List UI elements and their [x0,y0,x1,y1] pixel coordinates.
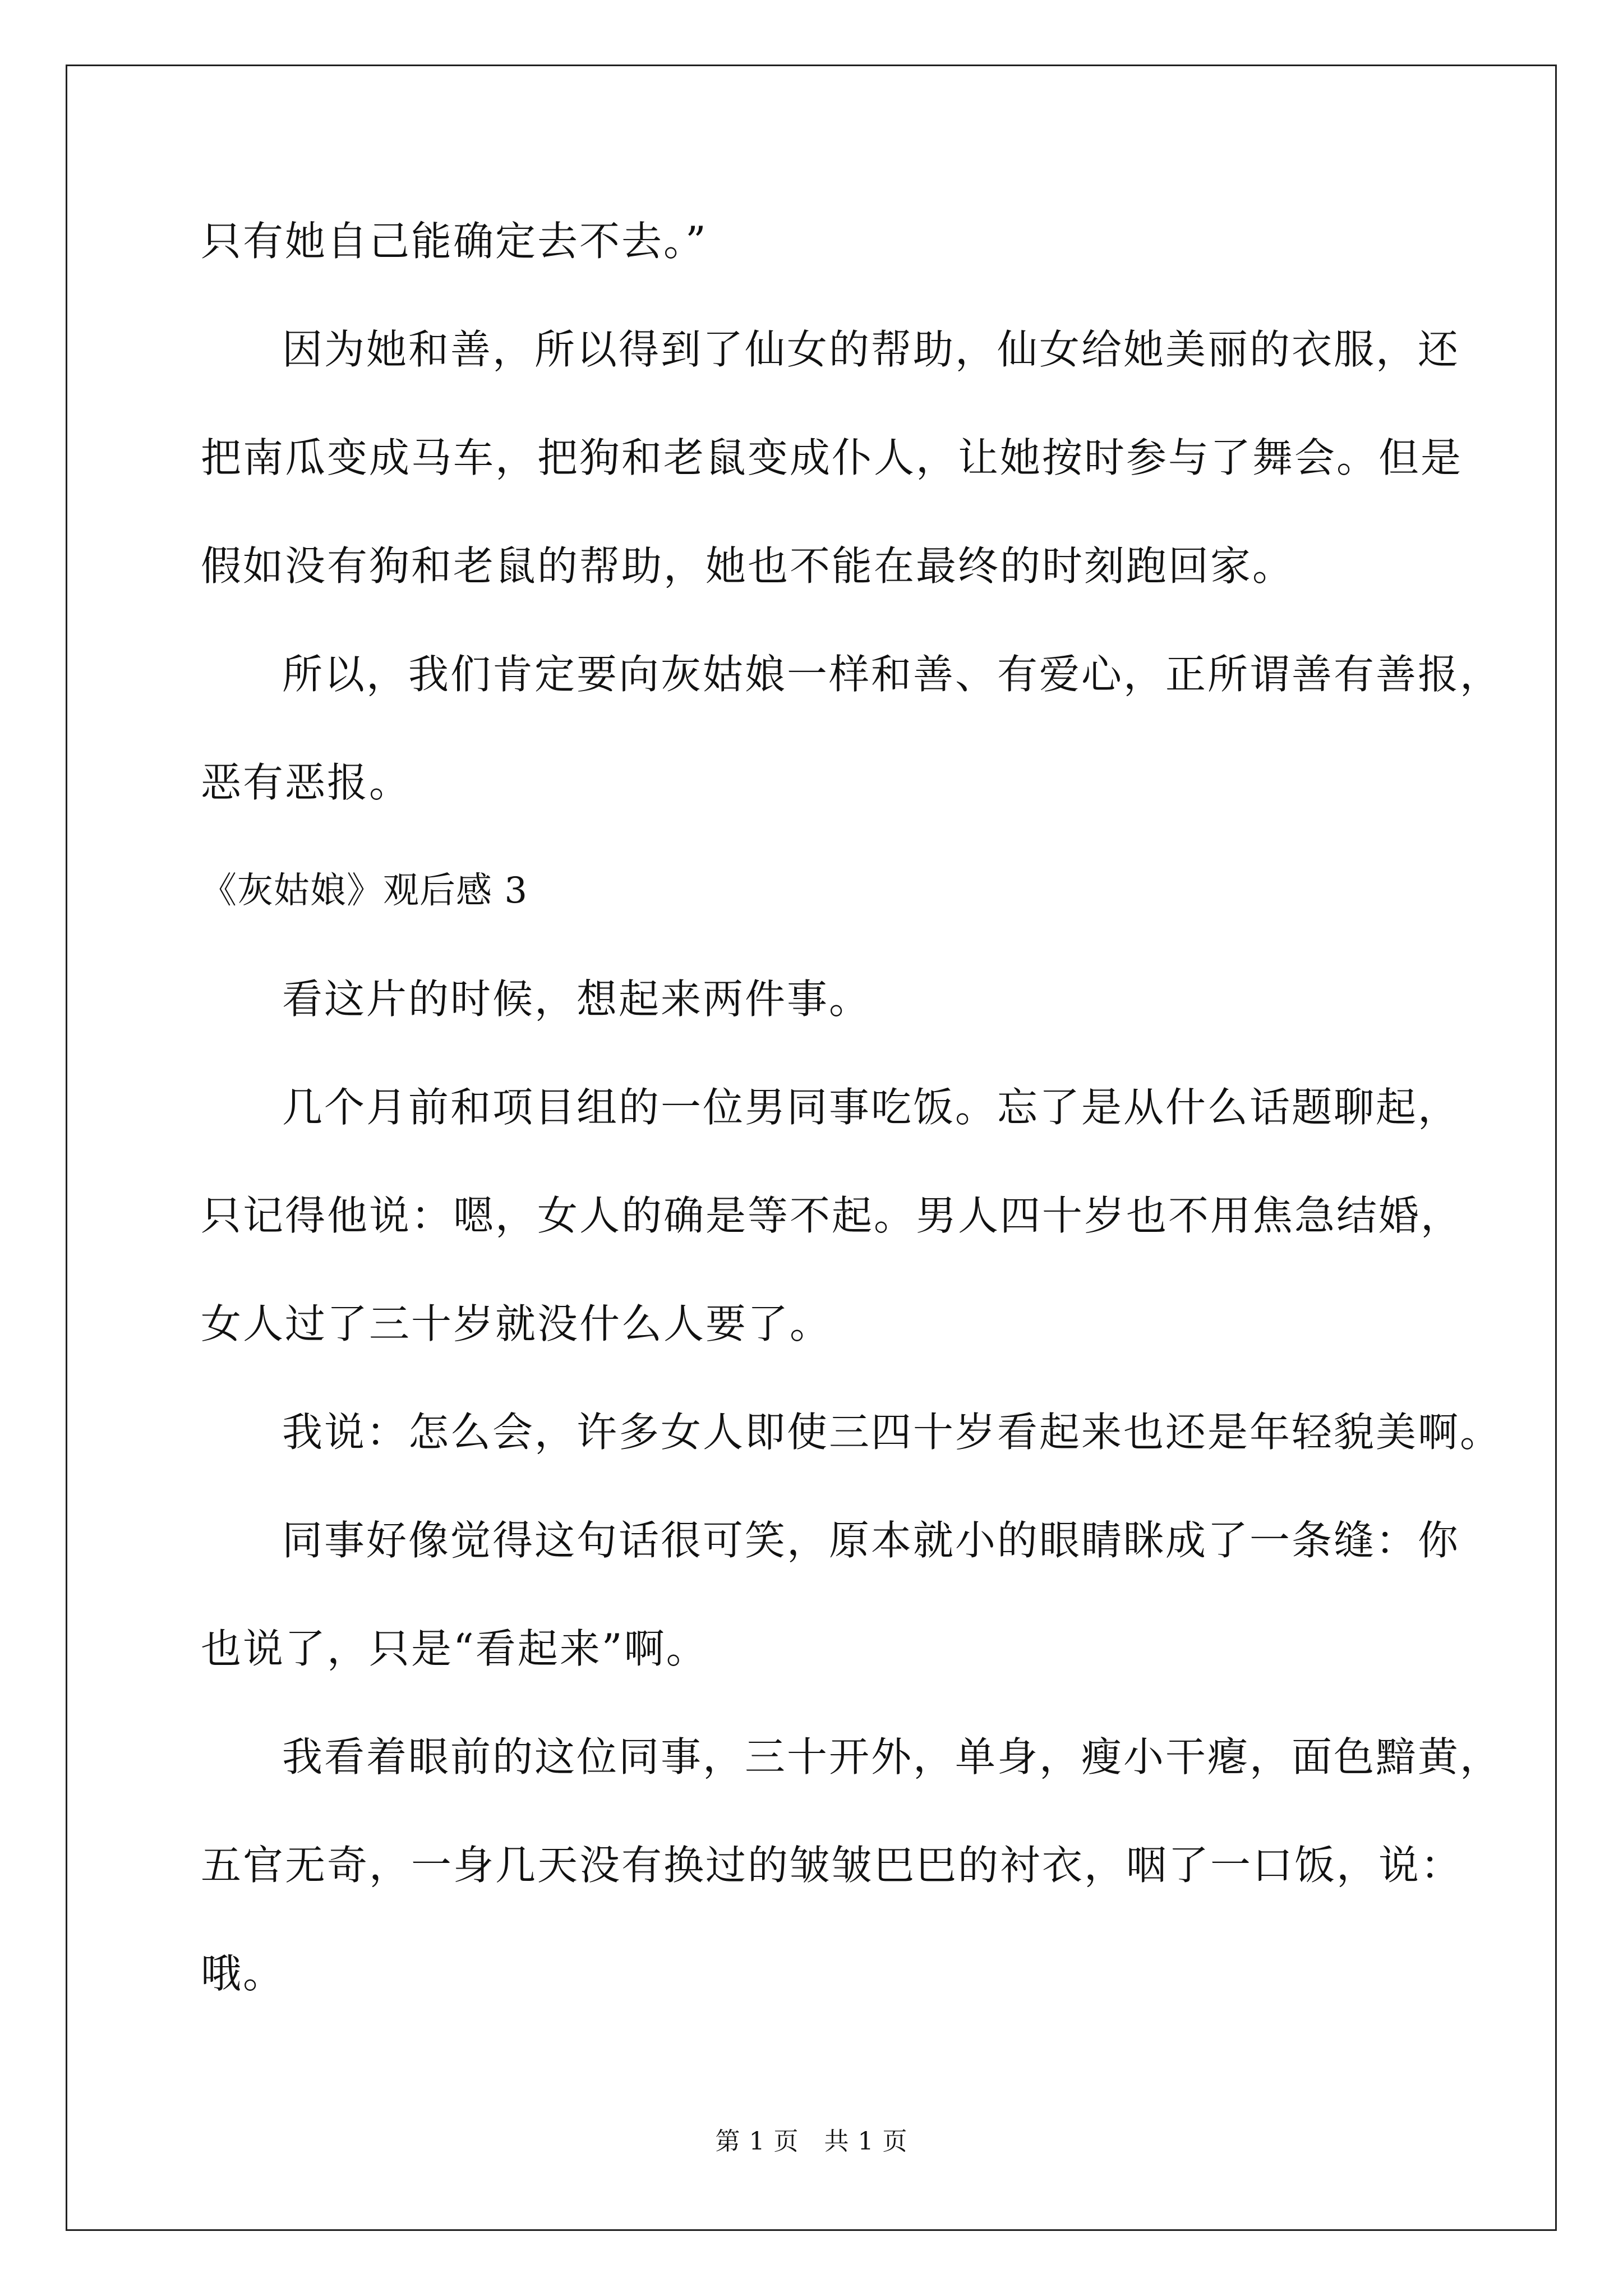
page-number-footer: 第 1 页 共 1 页 [715,2127,908,2156]
text-line: 恶有恶报。 [201,759,412,806]
paragraph-line: 同事好像觉得这句话很可笑，原本就小的眼睛眯成了一条缝：你 [282,1517,1460,1564]
text-line: 只有她自己能确定去不去。” [201,218,708,265]
paragraph-line: 因为她和善，所以得到了仙女的帮助，仙女给她美丽的衣服，还 [282,326,1460,373]
paragraph-line: 看这片的时候，想起来两件事。 [282,976,872,1023]
paragraph-line: 我说：怎么会，许多女人即使三四十岁看起来也还是年轻貌美啊。 [282,1409,1502,1456]
text-line: 哦。 [201,1950,285,1997]
text-line: 女人过了三十岁就没什么人要了。 [201,1300,832,1347]
page-border [66,65,1557,2231]
section-heading: 《灰姑娘》观后感 3 [201,870,528,912]
text-line: 也说了，只是“看起来”啊。 [201,1625,708,1672]
paragraph-line: 我看着眼前的这位同事，三十开外，单身，瘦小干瘪，面色黯黄， [282,1733,1502,1780]
text-line: 五官无奇，一身几天没有换过的皱皱巴巴的衬衣，咽了一口饭，说： [201,1842,1463,1889]
paragraph-line: 几个月前和项目组的一位男同事吃饭。忘了是从什么话题聊起， [282,1084,1460,1131]
paragraph-line: 所以，我们肯定要向灰姑娘一样和善、有爱心，正所谓善有善报， [282,651,1502,698]
text-line: 把南瓜变成马车，把狗和老鼠变成仆人，让她按时参与了舞会。但是 [201,434,1463,481]
text-line: 只记得他说：嗯，女人的确是等不起。男人四十岁也不用焦急结婚， [201,1192,1463,1239]
text-line: 假如没有狗和老鼠的帮助，她也不能在最终的时刻跑回家。 [201,542,1295,590]
